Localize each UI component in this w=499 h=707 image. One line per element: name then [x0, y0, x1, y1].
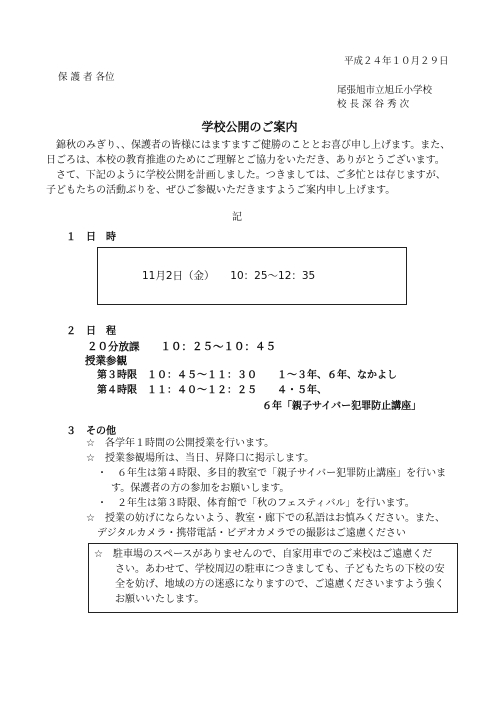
intro-line: 日ごろは、本校の教育推進のためにご理解とご協力をいただき、ありがとうございます。 — [46, 155, 445, 166]
section-2-heading: ２ 日 程 — [66, 326, 116, 337]
document-date: 平成２４年１０月２９日 — [344, 56, 449, 67]
notice-line: ☆ 駐車場のスペースがありませんので、自家用車でのご来校はご遠慮くだ — [94, 549, 433, 560]
other-line: ☆ 各学年１時間の公開授業を行います。 — [86, 438, 275, 449]
period-3: 第３時限 １０：４５〜１１：３０ １〜３年、６年、なかよし — [97, 370, 397, 381]
period-4-sub: ６年「親子サイバー犯罪防止講座」 — [262, 401, 422, 412]
school-name: 尾張旭市立旭丘小学校 — [337, 85, 433, 96]
other-line: ☆ 授業の妨げにならないよう、教室・廊下での私語はお慎みください。また、 — [86, 513, 445, 524]
intro-line: 子どもたちの活動ぶりを、ぜひご参観いただきますようご案内申し上げます。 — [46, 185, 396, 196]
notice-line: お願いいたします。 — [115, 594, 205, 605]
section-3-heading: ３ その他 — [66, 426, 116, 437]
observation-label: 授業参観 — [85, 355, 127, 367]
notice-line: さい。あわせて、学校周辺の駐車につきましても、子どもたちの下校の安 — [115, 564, 445, 575]
other-line: ・ ２年生は第３時限、体育館で「秋のフェスティバル」を行います。 — [97, 498, 415, 509]
other-line: ・ ６年生は第４時限、多目的教室で「親子サイバー犯罪防止講座」を行いま — [97, 468, 447, 479]
datetime-text: 11月2日（金） 10：25〜12：35 — [142, 270, 316, 282]
period-4: 第４時限 １１：４０〜１２：２５ ４・５年、 — [97, 385, 327, 396]
intro-line: 錦秋のみぎり、、保護者の皆様にはますますご健勝のこととお喜び申し上げます。また、 — [46, 140, 451, 151]
parking-notice-box — [88, 543, 458, 613]
ki-mark: 記 — [232, 212, 242, 223]
other-line: デジタルカメラ・携帯電話・ビデオカメラでの撮影はご遠慮ください — [97, 528, 406, 539]
section-1-heading: １ 日 時 — [66, 232, 116, 243]
other-line: ☆ 授業参観場所は、当日、昇降口に掲示します。 — [86, 453, 315, 464]
notice-line: 全を妨げ、地域の方の迷惑になりますので、ご遠慮くださいますよう強く — [115, 579, 445, 590]
page-title: 学校公開のご案内 — [201, 120, 298, 134]
intro-line: さて、下記のように学校公開を計画しました。つきましては、ご多忙とは存じますが、 — [46, 170, 446, 181]
recess-time: ２０分放課 １０：２５〜１０：４５ — [87, 341, 276, 353]
recipient: 保 護 者 各位 — [58, 72, 115, 83]
principal-name: 校 長 深 谷 秀 次 — [337, 99, 410, 110]
other-line: す。保護者の方の参加をお願いします。 — [111, 483, 290, 494]
datetime-box — [97, 247, 407, 305]
